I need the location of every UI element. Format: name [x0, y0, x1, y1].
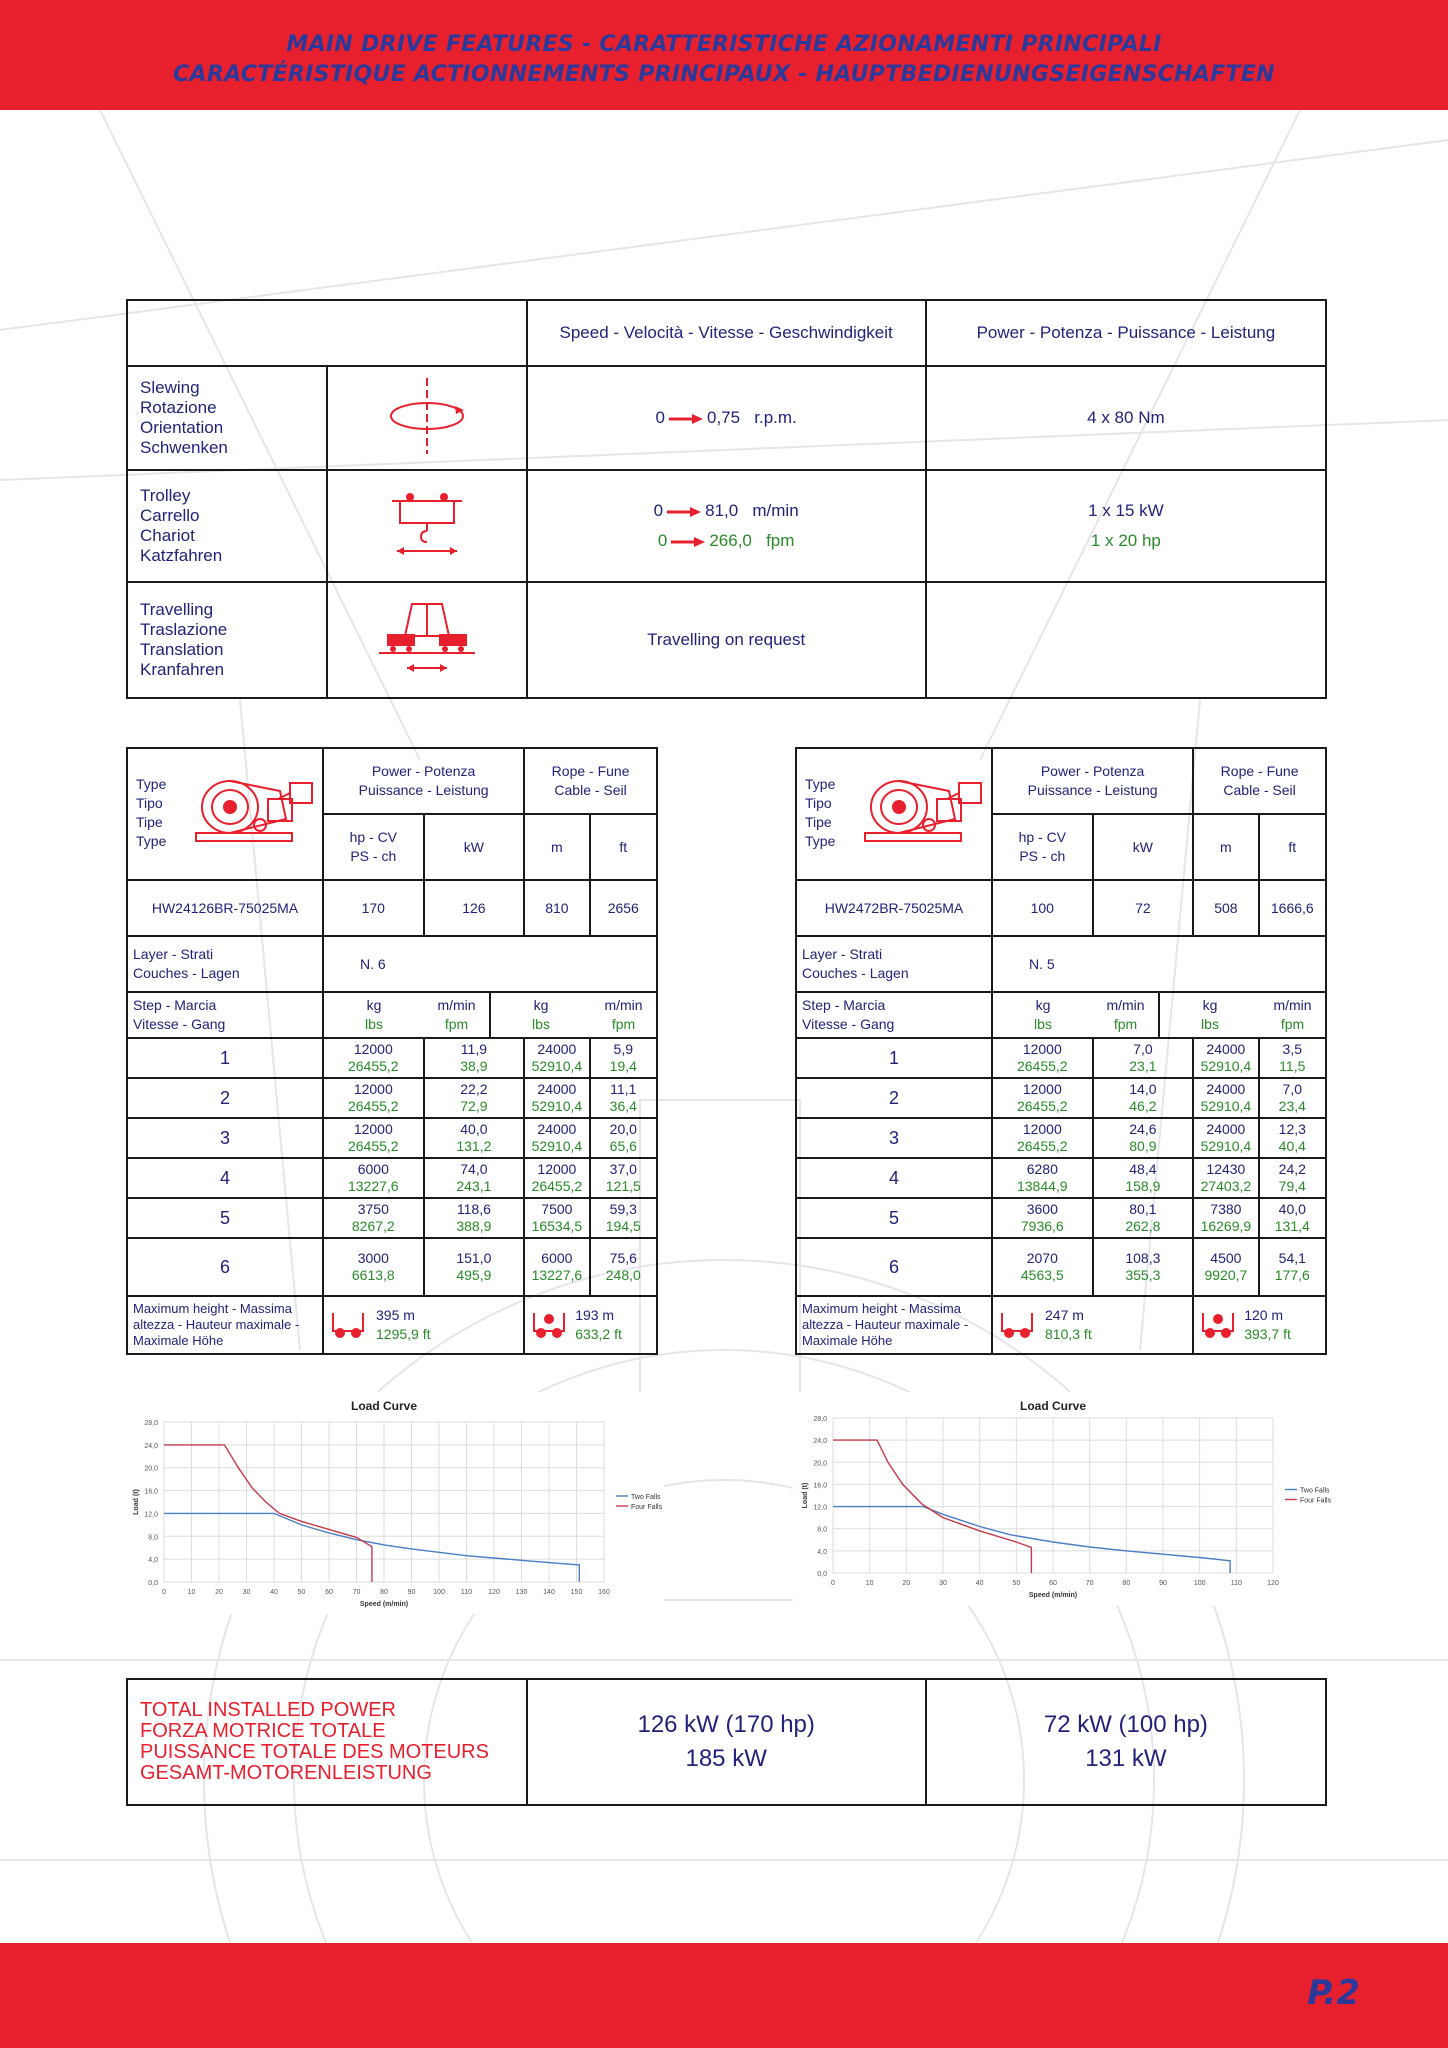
- winch-type-cell: Type Tipo Tipe Type: [127, 748, 323, 880]
- x-tick-label: 30: [242, 1589, 251, 1596]
- header-title-line2: CARACTÉRISTIQUE ACTIONNEMENTS PRINCIPAUX - HAUPTBEDIENUNGSEIGENSCHAFTEN: [173, 62, 1275, 87]
- step-number: 3: [127, 1118, 323, 1158]
- step-number: 4: [127, 1158, 323, 1198]
- step-value: 24000 52910,4: [1193, 1118, 1258, 1158]
- layer-count: N. 5: [992, 936, 1326, 992]
- winch-hp: 170: [323, 880, 424, 936]
- step-value: 7,0 23,4: [1259, 1078, 1326, 1118]
- y-axis-label: Load (t): [133, 1489, 140, 1515]
- rope-header-cell: Rope - Fune Cable - Seil: [1193, 748, 1326, 814]
- layer-label: Layer - Strati Couches - Lagen: [127, 936, 323, 992]
- legend-label: Two Falls: [1300, 1487, 1330, 1495]
- x-tick-label: 100: [1193, 1580, 1206, 1587]
- ft-label: ft: [1259, 814, 1326, 880]
- total-power-right: 72 kW (100 hp) 131 kW: [926, 1679, 1326, 1805]
- step-value: 3000 6613,8: [323, 1238, 424, 1296]
- chart-title: Load Curve: [350, 1399, 418, 1413]
- step-value: 37,0 121,5: [590, 1158, 657, 1198]
- step-value: 24,6 80,9: [1093, 1118, 1194, 1158]
- step-row: [127, 1198, 657, 1238]
- winch-kw: 126: [424, 880, 525, 936]
- winch-table-right: Type Tipo Tipe Type Power - Potenza Puissance - Leistung Rope - Fune Cable - Seil hp - CV PS - ch kW m ft HW2472BR-75025MA 100 72 508 1666,6 Layer - Strati Couches - Lagen N. 5 Step - Marcia Vitesse - Gang kg lbs m/min fpm kg lbs m/min fpm 1 12000 26455,2 7,0 23,1 24000 52910,4 3,5 11,5 2 12000 26455,2 14,0 46,2 24000 52910,4 7,0 23,4 3 12000 26455,2 24,6 80,9 24000 52910,4 12,3 40,4 4 6280 13844,9 48,4 158,9 12430 27403,2 24,2 79,4 5 3600 7936,6 80,1 262,8 7380 16269,9 40,0 131,4 6 2070 4563,5 108,3 355,3 4500 9920,7 54,1 177,6 Maximum height - Massima altezza - Hauteur maximale - Maximale Höhe 247 m 810,3 ft 120 m 393,7 ft: [795, 747, 1327, 1355]
- step-row: [127, 1158, 657, 1198]
- legend-label: Four Falls: [631, 1504, 663, 1511]
- step-value: 12000 26455,2: [992, 1118, 1093, 1158]
- steps-right: [796, 1038, 1326, 1296]
- total-power-table: [126, 1678, 1327, 1806]
- x-tick-label: 50: [297, 1589, 306, 1596]
- step-value: 12000 26455,2: [323, 1118, 424, 1158]
- x-tick-label: 100: [433, 1589, 445, 1596]
- x-tick-label: 50: [1012, 1580, 1021, 1587]
- step-value: 74,0 243,1: [424, 1158, 525, 1198]
- legend-label: Two Falls: [631, 1494, 661, 1501]
- power-header: Power - Potenza - Puissance - Leistung: [926, 300, 1326, 366]
- winch-hp: 100: [992, 880, 1093, 936]
- x-tick-label: 10: [187, 1589, 196, 1596]
- step-value: 12000 26455,2: [992, 1078, 1093, 1118]
- x-tick-label: 0: [162, 1589, 166, 1596]
- slewing-labels: Slewing Rotazione Orientation Schwenken: [127, 366, 327, 470]
- step-value: 14,0 46,2: [1093, 1078, 1194, 1118]
- x-tick-label: 160: [598, 1589, 610, 1596]
- step-value: 24000 52910,4: [1193, 1078, 1258, 1118]
- feature-row-travelling: [127, 582, 1326, 698]
- step-number: 2: [127, 1078, 323, 1118]
- load-curve-chart-right: [793, 1392, 1334, 1606]
- step-value: 54,1 177,6: [1259, 1238, 1326, 1296]
- trolley-speed: 0 81,0 m/min 0 266,0 fpm: [527, 470, 926, 582]
- y-tick-label: 8,0: [148, 1534, 158, 1542]
- rope-m: 508: [1193, 880, 1258, 936]
- step-value: 24000 52910,4: [1193, 1038, 1258, 1078]
- load-curve-chart-left: [124, 1392, 664, 1614]
- power-header-cell: Power - Potenza Puissance - Leistung: [323, 748, 524, 814]
- winch-icon: [190, 769, 320, 849]
- step-value: 59,3 194,5: [590, 1198, 657, 1238]
- travelling-power: [926, 582, 1326, 698]
- step-value: 12000 26455,2: [323, 1038, 424, 1078]
- winch-model: HW2472BR-75025MA: [796, 880, 992, 936]
- x-tick-label: 10: [865, 1580, 874, 1587]
- step-value: 6000 13227,6: [524, 1238, 589, 1296]
- slewing-power: 4 x 80 Nm: [926, 366, 1326, 470]
- step-value: 3,5 11,5: [1259, 1038, 1326, 1078]
- two-falls-icon: [999, 1311, 1035, 1341]
- two-falls-icon: [330, 1311, 366, 1341]
- feature-row-slewing: [127, 366, 1326, 470]
- arrow-right-icon: [668, 413, 704, 425]
- step-value: 7380 16269,9: [1193, 1198, 1258, 1238]
- step-value: 24,2 79,4: [1259, 1158, 1326, 1198]
- y-tick-label: 12,0: [813, 1504, 827, 1512]
- y-tick-label: 4,0: [817, 1548, 827, 1556]
- step-value: 24000 52910,4: [524, 1078, 589, 1118]
- y-tick-label: 16,0: [144, 1488, 158, 1496]
- step-value: 12000 26455,2: [524, 1158, 589, 1198]
- feature-row-trolley: [127, 470, 1326, 582]
- legend-label: Four Falls: [1300, 1497, 1332, 1505]
- step-row: [127, 1038, 657, 1078]
- layer-count: N. 6: [323, 936, 657, 992]
- speed-header: Speed - Velocità - Vitesse - Geschwindigkeit: [527, 300, 926, 366]
- step-number: 1: [127, 1038, 323, 1078]
- step-value: 12000 26455,2: [323, 1078, 424, 1118]
- trolley-icon: [327, 470, 527, 582]
- max-height-two-falls: 247 m 810,3 ft: [992, 1296, 1193, 1354]
- step-label: Step - Marcia Vitesse - Gang: [127, 992, 323, 1038]
- x-tick-label: 20: [215, 1589, 223, 1596]
- power-header-cell: Power - Potenza Puissance - Leistung: [992, 748, 1193, 814]
- y-tick-label: 20,0: [813, 1460, 827, 1468]
- y-tick-label: 28,0: [813, 1416, 827, 1423]
- step-number: 2: [796, 1078, 992, 1118]
- four-falls-icon: [1200, 1311, 1236, 1341]
- step-value: 108,3 355,3: [1093, 1238, 1194, 1296]
- step-value: 7500 16534,5: [524, 1198, 589, 1238]
- winch-model: HW24126BR-75025MA: [127, 880, 323, 936]
- ft-label: ft: [590, 814, 657, 880]
- drive-features-table: [126, 299, 1327, 699]
- x-tick-label: 110: [1230, 1580, 1242, 1587]
- m-label: m: [1193, 814, 1258, 880]
- max-height-label: Maximum height - Massima altezza - Hauteur maximale - Maximale Höhe: [796, 1296, 992, 1354]
- x-tick-label: 110: [460, 1589, 473, 1596]
- step-value: 24000 52910,4: [524, 1038, 589, 1078]
- total-power-left: 126 kW (170 hp) 185 kW: [527, 1679, 926, 1805]
- m-label: m: [524, 814, 589, 880]
- y-tick-label: 24,0: [144, 1442, 158, 1450]
- x-tick-label: 0: [831, 1580, 835, 1587]
- slewing-icon: [327, 366, 527, 470]
- steps-left: [127, 1038, 657, 1296]
- step-value: 118,6 388,9: [424, 1198, 525, 1238]
- kw-label: kW: [1093, 814, 1194, 880]
- step-value: 48,4 158,9: [1093, 1158, 1194, 1198]
- step-value: 3600 7936,6: [992, 1198, 1093, 1238]
- page-number: P.2: [1307, 1973, 1360, 2013]
- x-axis-label: Speed (m/min): [359, 1601, 409, 1608]
- step-row: [796, 1198, 1326, 1238]
- x-axis-label: Speed (m/min): [1028, 1592, 1078, 1599]
- x-tick-label: 140: [543, 1589, 555, 1596]
- x-tick-label: 20: [902, 1580, 911, 1587]
- header-bar: [0, 0, 1448, 110]
- x-tick-label: 120: [1267, 1580, 1279, 1587]
- winch-type-cell: Type Tipo Tipe Type: [796, 748, 992, 880]
- x-tick-label: 60: [325, 1589, 333, 1596]
- step-value: 6280 13844,9: [992, 1158, 1093, 1198]
- x-tick-label: 120: [488, 1589, 500, 1596]
- max-height-four-falls: 193 m 633,2 ft: [524, 1296, 657, 1354]
- step-number: 5: [127, 1198, 323, 1238]
- step-row: [796, 1038, 1326, 1078]
- step-value: 75,6 248,0: [590, 1238, 657, 1296]
- y-axis-label: Load (t): [802, 1482, 809, 1509]
- x-tick-label: 70: [352, 1589, 361, 1596]
- x-tick-label: 90: [1159, 1580, 1167, 1587]
- rope-ft: 2656: [590, 880, 657, 936]
- total-power-labels: TOTAL INSTALLED POWER FORZA MOTRICE TOTALE PUISSANCE TOTALE DES MOTEURS GESAMT-MOTORENLEISTUNG: [127, 1679, 527, 1805]
- x-tick-label: 90: [407, 1589, 416, 1596]
- max-height-two-falls: 395 m 1295,9 ft: [323, 1296, 524, 1354]
- y-tick-label: 4,0: [148, 1557, 158, 1565]
- step-row: [127, 1118, 657, 1158]
- step-row: [796, 1118, 1326, 1158]
- footer-bar: [0, 1943, 1448, 2048]
- y-tick-label: 16,0: [813, 1482, 827, 1490]
- step-number: 6: [127, 1238, 323, 1296]
- rope-m: 810: [524, 880, 589, 936]
- y-tick-label: 8,0: [817, 1526, 827, 1534]
- x-tick-label: 60: [1049, 1580, 1057, 1587]
- step-value: 12,3 40,4: [1259, 1118, 1326, 1158]
- step-row: [127, 1238, 657, 1296]
- travelling-labels: Travelling Traslazione Translation Kranfahren: [127, 582, 327, 698]
- step-row: [796, 1238, 1326, 1296]
- step-value: 6000 13227,6: [323, 1158, 424, 1198]
- hp-label: hp - CV PS - ch: [992, 814, 1093, 880]
- winch-kw: 72: [1093, 880, 1194, 936]
- step-value: 5,9 19,4: [590, 1038, 657, 1078]
- y-tick-label: 0,0: [817, 1571, 827, 1578]
- x-tick-label: 80: [1122, 1580, 1131, 1587]
- step-value: 3750 8267,2: [323, 1198, 424, 1238]
- step-value: 40,0 131,2: [424, 1118, 525, 1158]
- y-tick-label: 24,0: [813, 1438, 827, 1446]
- step-value: 40,0 131,4: [1259, 1198, 1326, 1238]
- step-value: 11,1 36,4: [590, 1078, 657, 1118]
- step-number: 6: [796, 1238, 992, 1296]
- layer-label: Layer - Strati Couches - Lagen: [796, 936, 992, 992]
- winch-table-left: Type Tipo Tipe Type Power - Potenza Puissance - Leistung Rope - Fune Cable - Seil hp - CV PS - ch kW m ft HW24126BR-75025MA 170 126 810 2656 Layer - Strati Couches - Lagen N. 6 Step - Marcia Vitesse - Gang kg lbs m/min fpm kg lbs m/min fpm 1 12000 26455,2 11,9 38,9 24000 52910,4 5,9 19,4 2 12000 26455,2 22,2 72,9 24000 52910,4 11,1 36,4 3 12000 26455,2 40,0 131,2 24000 52910,4 20,0 65,6 4 6000 13227,6 74,0 243,1 12000 26455,2 37,0 121,5 5 3750 8267,2 118,6 388,9 7500 16534,5 59,3 194,5 6 3000 6613,8 151,0 495,9 6000 13227,6 75,6 248,0 Maximum height - Massima altezza - Hauteur maximale - Maximale Höhe 395 m 1295,9 ft 193 m 633,2 ft: [126, 747, 658, 1355]
- x-tick-label: 70: [1085, 1580, 1094, 1587]
- step-value: 24000 52910,4: [524, 1118, 589, 1158]
- y-tick-label: 20,0: [144, 1465, 158, 1473]
- travelling-speed: Travelling on request: [527, 582, 926, 698]
- step-value: 80,1 262,8: [1093, 1198, 1194, 1238]
- step-value: 20,0 65,6: [590, 1118, 657, 1158]
- rope-header-cell: Rope - Fune Cable - Seil: [524, 748, 657, 814]
- slewing-speed: 0 0,75 r.p.m.: [527, 366, 926, 470]
- step-value: 7,0 23,1: [1093, 1038, 1194, 1078]
- x-tick-label: 130: [515, 1589, 528, 1596]
- step-number: 1: [796, 1038, 992, 1078]
- step-value: 11,9 38,9: [424, 1038, 525, 1078]
- four-falls-icon: [531, 1311, 567, 1341]
- x-tick-label: 80: [380, 1589, 388, 1596]
- trolley-labels: Trolley Carrello Chariot Katzfahren: [127, 470, 327, 582]
- travelling-icon: [327, 582, 527, 698]
- chart-title: Load Curve: [1019, 1399, 1087, 1413]
- max-height-label: Maximum height - Massima altezza - Hauteur maximale - Maximale Höhe: [127, 1296, 323, 1354]
- step-row: [796, 1078, 1326, 1118]
- step-label: Step - Marcia Vitesse - Gang: [796, 992, 992, 1038]
- y-tick-label: 12,0: [144, 1511, 158, 1519]
- arrow-right-icon: [670, 536, 706, 548]
- winch-icon: [859, 769, 989, 849]
- kw-label: kW: [424, 814, 525, 880]
- step-value: 4500 9920,7: [1193, 1238, 1258, 1296]
- header-title-line1: MAIN DRIVE FEATURES - CARATTERISTICHE AZIONAMENTI PRINCIPALI: [286, 32, 1162, 57]
- step-value: 12430 27403,2: [1193, 1158, 1258, 1198]
- step-row: [796, 1158, 1326, 1198]
- x-tick-label: 30: [939, 1580, 947, 1587]
- y-tick-label: 0,0: [148, 1580, 158, 1587]
- hp-label: hp - CV PS - ch: [323, 814, 424, 880]
- x-tick-label: 40: [270, 1589, 278, 1596]
- trolley-power: 1 x 15 kW 1 x 20 hp: [926, 470, 1326, 582]
- step-value: 22,2 72,9: [424, 1078, 525, 1118]
- step-value: 2070 4563,5: [992, 1238, 1093, 1296]
- step-number: 5: [796, 1198, 992, 1238]
- step-number: 3: [796, 1118, 992, 1158]
- rope-ft: 1666,6: [1259, 880, 1326, 936]
- step-number: 4: [796, 1158, 992, 1198]
- step-row: [127, 1078, 657, 1118]
- step-value: 12000 26455,2: [992, 1038, 1093, 1078]
- y-tick-label: 28,0: [144, 1420, 158, 1427]
- max-height-four-falls: 120 m 393,7 ft: [1193, 1296, 1326, 1354]
- arrow-right-icon: [666, 506, 702, 518]
- step-value: 151,0 495,9: [424, 1238, 525, 1296]
- x-tick-label: 40: [975, 1580, 984, 1587]
- x-tick-label: 150: [570, 1589, 583, 1596]
